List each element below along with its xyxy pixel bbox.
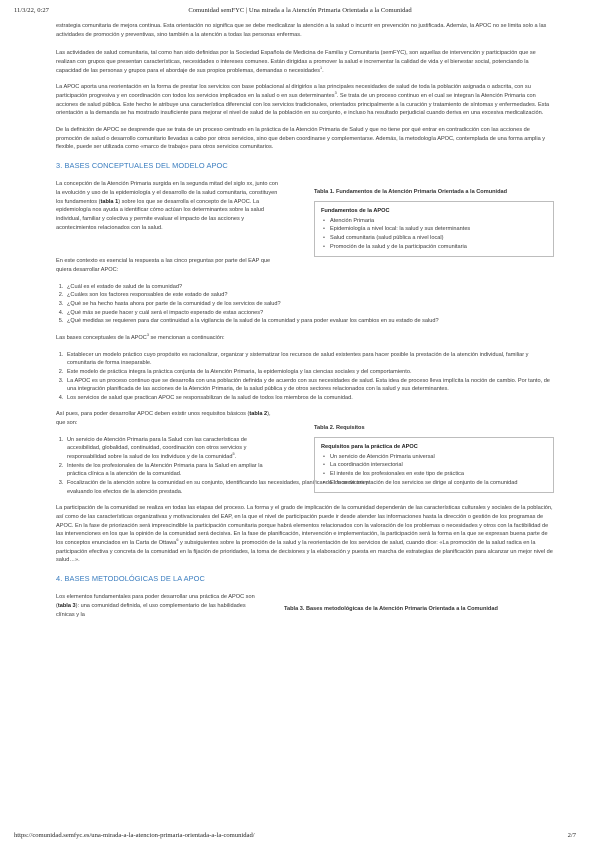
print-date: 11/3/22, 0:27 bbox=[14, 7, 49, 14]
paragraph-text: Así pues, para poder desarrollar APOC deben existir unos requisitos básicos ( bbox=[56, 411, 250, 418]
table-link[interactable]: tabla 2 bbox=[249, 411, 268, 418]
table-item: • Atención Primaria bbox=[321, 217, 547, 226]
page-url[interactable]: https://comunidad.semfyc.es/una-mirada-a-la-atencion-primaria-orientada-a-la-comunidad/ bbox=[14, 832, 255, 839]
table-header: Fundamentos de la APOC bbox=[321, 208, 390, 214]
base-item: 1. Establecer un modelo práctico cuyo propósito es racionalizar, organizar y sistematizar los recursos de salud existentes para hacer posible la prestación de la atención individual, familiar y comunitaria de forma inseparable. bbox=[65, 351, 554, 368]
table-list bbox=[321, 453, 547, 488]
table-title: Tabla 3. Bases metodológicas de la Atención Primaria Orientada a la Comunidad bbox=[284, 606, 498, 613]
table-item: • El interés de los profesionales en este tipo de práctica bbox=[321, 470, 547, 479]
table-list bbox=[321, 217, 547, 252]
table-title: Tabla 2. Requisitos bbox=[314, 425, 365, 432]
paragraph-text: ), que son: bbox=[56, 411, 271, 427]
table-item: • La coordinación intersectorial bbox=[321, 461, 547, 470]
bases-list bbox=[56, 351, 554, 403]
requisite-item: 2. Interés de los profesionales de la Atención Primaria para la Salud en ampliar la práctica clínica a la atención de la comunidad. bbox=[65, 462, 281, 479]
paragraph: estrategia comunitaria de mejora continua. Esta orientación no significa que se debe medicalizar la atención a la salud o incurrir en prevención no justificada. Además, la APOC no se limita solo a las actividades de promoción y preventivas, sino también a la atención a todas las personas enfermas. bbox=[56, 23, 547, 38]
questions-intro: En este contexto es esencial la respuesta a las cinco preguntas por parte del EAP que quiera desarrollar APOC: bbox=[56, 258, 271, 273]
print-page-title: Comunidad semFYC | Una mirada a la Atención Primaria Orientada a la Comunidad bbox=[188, 7, 412, 14]
paragraph bbox=[56, 83, 554, 118]
table-2 bbox=[314, 424, 554, 493]
table-item: • Promoción de la salud y de la participación comunitaria bbox=[321, 243, 547, 252]
section-heading: 3. BASES CONCEPTUALES DEL MODELO APOC bbox=[56, 160, 228, 170]
table-3 bbox=[284, 605, 554, 618]
citation: 3 bbox=[146, 333, 149, 338]
print-footer bbox=[14, 831, 586, 841]
paragraph-text: se mencionan a continuación: bbox=[148, 334, 225, 341]
paragraph: Las actividades de salud comunitaria, tal como han sido definidas por la Sociedad Española de Medicina de Familia y Comunitaria (semFYC), son aquellas de intervención y participación que se realizan con grupos que presentan características, necesidades o intereses comunes. Están dirigidas a promover la salud e incrementar la calidad de vida y el bienestar social, potenciando la capacidad de las personas y grupos para el abordaje de sus propios problemas, demandas o necesidades$^1$. bbox=[56, 50, 536, 74]
table-item: • Epidemiología a nivel local: la salud y sus determinantes bbox=[321, 225, 547, 234]
table-box bbox=[314, 201, 554, 257]
section-heading: 4. BASES METODOLÓGICAS DE LA APOC bbox=[56, 573, 205, 583]
question-item: 2. ¿Cuáles son los factores responsables de este estado de salud? bbox=[65, 291, 554, 300]
citation: 5 bbox=[232, 452, 235, 457]
bases-intro bbox=[56, 334, 554, 343]
questions-list bbox=[56, 283, 554, 326]
question-item: 3. ¿Qué se ha hecho hasta ahora por parte de la comunidad y de los servicios de salud? bbox=[65, 300, 554, 309]
section3-intro-row bbox=[56, 180, 554, 257]
table-header: Requisitos para la práctica de APOC bbox=[321, 444, 418, 451]
paragraph-text: y subsiguientes sobre la promoción de la salud y la reorientación de los servicios de salud, cuando dice: «La promoción de la salud radica en la participación efectiva y concreta de la comunidad en la fijación de prioridades, la toma de decisiones y la elaboración y puesta en marcha de estrategias de planificación para alcanzar un mejor nivel de salud…». bbox=[56, 540, 553, 564]
table-item: • Salud comunitaria (salud pública a nivel local) bbox=[321, 234, 547, 243]
table-link[interactable]: tabla 3 bbox=[57, 603, 76, 610]
paragraph-text: . Se trata de un proceso continuo en el cual se integran la Atención Primaria con acciones de salud pública. Este hecho le atribuye una característica diferencial con los servicios tradicionales, orientados principalmente a la curación y tratamiento de síntomas y enfermedades. Esta orientación a la demanda se ha mostrado insuficiente para mejorar el nivel de salud de la población en su conjunto, e incluso ha resultado perjudicial cuando deriva en una excesiva medicalización. bbox=[56, 92, 550, 117]
paragraph bbox=[56, 504, 554, 565]
paragraph-text: La participación de la comunidad se realiza en todas las etapas del proceso. La forma y el grado de implicación de la comunidad dependerán de las características culturales y sociales de la población, así como de las características organizativas y motivacionales del EAP, en la que el nivel de participación puede ir desde atender las informaciones hasta la dirección o gestión de los programas de APOC. En la fase de priorización será imprescindible la participación comunitaria porque habrá elementos relacionados con la valoración de los problemas o necesidades y otros con la factibilidad de las intervenciones en los que la opinión de la comunidad será decisiva. En la fase de planificación, intervención e implementación, la participación será la forma en la que se expresan buena parte de los conceptos enunciados en la Carta de Ottawa bbox=[56, 505, 553, 546]
table-item: • El foco de orientación de los servicios se dirige al conjunto de la comunidad bbox=[321, 479, 547, 488]
requisite-text: Un servicio de Atención Primaria para la Salud con las características de accesibilidad, globalidad, continuidad, coordinación con otros servicios y responsabilidad sobre la salud de los individuos y de la comunidad bbox=[67, 436, 248, 461]
paragraph: De la definición de APOC se desprende que se trata de un proceso centrado en la práctica de la Atención Primaria de Salud y que no tiene por qué entrar en contradicción con las acciones de promoción de salud o desarrollo comunitario llevadas a cabo por otros servicios, sino que deben coordinarse y complementarse. Además, la metodología APOC, contemplada de una forma amplia y flexible, puede ser utilizada como «marco de trabajo» para otros servicios comunitarios. bbox=[56, 126, 546, 151]
question-item: 1. ¿Cuál es el estado de salud de la comunidad? bbox=[65, 283, 554, 292]
page-number: 2/7 bbox=[567, 832, 576, 839]
base-item: 3. La APOC es un proceso continuo que se desarrolla con una población definida y de acuerdo con sus necesidades de salud. Esta idea de proceso lleva implícita la noción de cambio. Por tanto, de una integración planificada de las acciones de la Atención Primaria, de la salud pública y de otros sectores relacionados con la salud y sus determinantes. bbox=[65, 377, 554, 394]
paragraph bbox=[56, 593, 261, 619]
paragraph bbox=[56, 180, 281, 232]
base-item: 2. Este modelo de práctica integra la práctica conjunta de la Atención Primaria, la epidemiología y las ciencias sociales y del comportamiento. bbox=[65, 368, 554, 377]
citation: 6 bbox=[176, 538, 179, 543]
section4-intro-row bbox=[56, 593, 554, 627]
paragraph-text: Las bases conceptuales de la APOC bbox=[56, 334, 147, 341]
question-item: 5. ¿Qué medidas se requieren para dar continuidad a la vigilancia de la salud de la comunidad y para poder evaluar los cambios en su estado de salud? bbox=[65, 317, 554, 326]
paragraph-text: Los elementos fundamentales para poder desarrollar una práctica de APOC son ( bbox=[56, 594, 255, 610]
requisites-row bbox=[56, 410, 554, 504]
paragraph-text: La APOC aporta una reorientación en la forma de prestar los servicios con base poblacional al dirigirlos a las principales necesidades de salud de toda la población asignada o adscrita, con su participación progresiva y en coordinación con todos los servicios implicados en la salud o en sus determinantes bbox=[56, 84, 531, 99]
table-item: • Un servicio de Atención Primaria universal bbox=[321, 453, 547, 462]
table-title: Tabla 1. Fundamentos de la Atención Primaria Orientada a la Comunidad bbox=[314, 189, 508, 196]
paragraph-text: ): una comunidad definida, el uso complementario de las habilidades clínicas y la bbox=[56, 603, 246, 618]
paragraph-text: ) sobre los que se desarrolla el concepto de la APOC. La epidemiología nos ayuda a identificar cómo actúan los determinantes sobre la salud individual, familiar y colectiva y permite evaluar el impacto de las acciones y acontecimientos relacionados con la salud. bbox=[56, 198, 265, 231]
citation: 1 bbox=[320, 65, 323, 70]
table-box bbox=[314, 437, 554, 493]
table-1 bbox=[314, 188, 554, 257]
requisite-item: 3. Focalización de la atención sobre la comunidad en su conjunto, identificando las necesidades, planificando los servicios y evaluando los efectos de la atención prestada. bbox=[65, 479, 395, 496]
paragraph-text: Las actividades de salud comunitaria, tal como han sido definidas por la Sociedad Española de Medicina de Familia y Comunitaria (semFYC), son aquellas de intervención y participación que se realizan con grupos que presentan características, necesidades o intereses comunes. Están dirigidas a promover la salud e incrementar la calidad de vida y el bienestar social, potenciando la capacidad de las personas y grupos para el abordaje de sus propios problemas, demandas o necesidades bbox=[56, 50, 536, 74]
print-header bbox=[14, 6, 586, 16]
table-link[interactable]: tabla 1 bbox=[100, 198, 119, 205]
article-body bbox=[56, 22, 554, 627]
requisites-intro bbox=[56, 410, 281, 427]
citation: 3 bbox=[334, 91, 337, 96]
requisite-item: 1. Un servicio de Atención Primaria para la Salud con las características de accesibilidad, globalidad, continuidad, coordinación con otros servicios y responsabilidad sobre la salud de los individuos y de la comunidad$^5$. bbox=[65, 436, 281, 462]
base-item: 4. Los servicios de salud que practican APOC se responsabilizan de la salud de todos los miembros de la comunidad. bbox=[65, 394, 554, 403]
question-item: 4. ¿Qué más se puede hacer y cuál será el impacto esperado de estas acciones? bbox=[65, 309, 554, 318]
paragraph-text: La concepción de la Atención Primaria surgida en la segunda mitad del siglo xx, junto con la evolución y uso de la epidemiología y el desarrollo de la salud comunitaria, constituyen los fundamentos ( bbox=[56, 181, 279, 205]
